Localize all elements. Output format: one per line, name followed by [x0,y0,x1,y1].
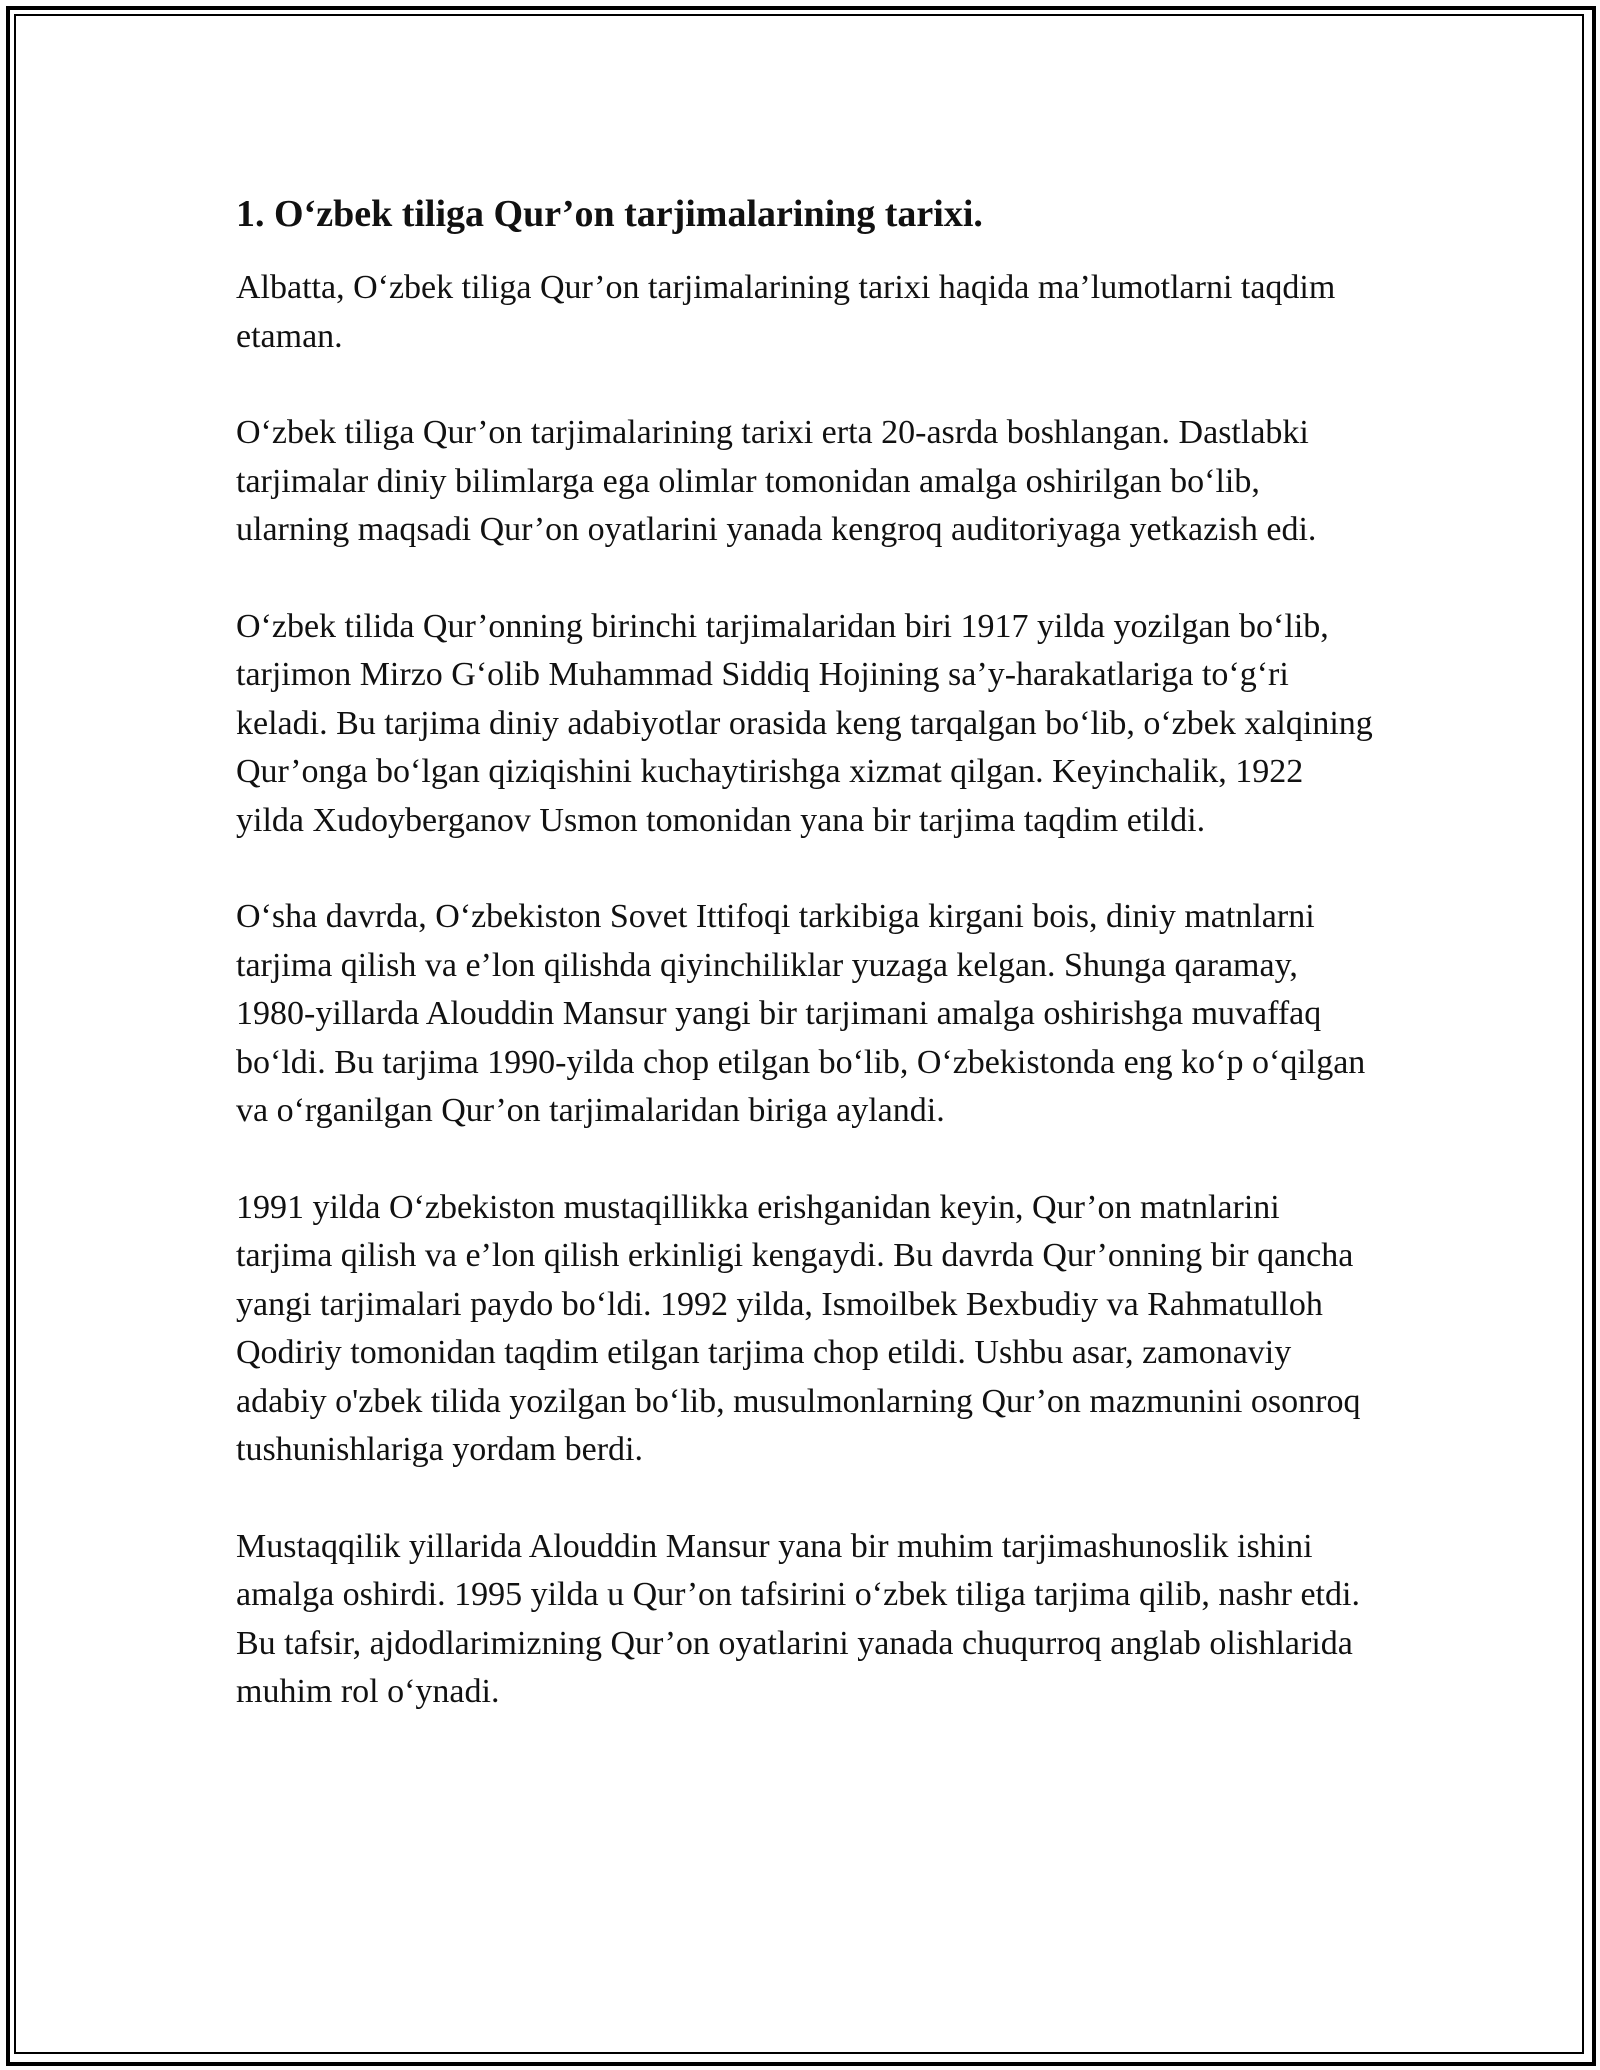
paragraph-beginnings: O‘zbek tiliga Qur’on tarjimalarining tarixi erta 20-asrda boshlangan. Dastlabki tarjimalar diniy bilimlarga ega olimlar tomonidan amalga oshirilgan bo‘lib, ularning maqsadi Qur’on oyatlarini yanada kengroq auditoriyaga yetkazish edi. [236,414,1317,548]
paragraph-first-translations: O‘zbek tilida Qur’onning birinchi tarjimalaridan biri 1917 yilda yozilgan bo‘lib, tarjimon Mirzo G‘olib Muhammad Siddiq Hojining sa’y-harakatlariga to‘g‘ri keladi. Bu tarjima diniy adabiyotlar orasida keng tarqalgan bo‘lib, o‘zbek xalqining Qur’onga bo‘lgan qiziqishini kuchaytirishga xizmat qilgan. Keyinchalik, 1922 yilda Xudoyberganov Usmon tomonidan yana bir tarjima taqdim etildi. [236,607,1373,839]
paragraph-independence: 1991 yilda O‘zbekiston mustaqillikka erishganidan keyin, Qur’on matnlarini tarjima qilish va e’lon qilish erkinligi kengaydi. Bu davrda Qur’onning bir qancha yangi tarjimalari paydo bo‘ldi. 1992 yilda, Ismoilbek Bexbudiy va Rahmatulloh Qodiriy tomonidan taqdim etilgan tarjima chop etildi. Ushbu asar, zamonaviy adabiy o'zbek tilida yozilgan bo‘lib, musulmonlarning Qur’on mazmunini osonroq tushunishlariga yordam berdi. [236,1188,1361,1468]
paragraph-intro: Albatta, O‘zbek tiliga Qur’on tarjimalarining tarixi haqida ma’lumotlarni taqdim etaman. [236,269,1336,355]
document-body [236,186,1376,1765]
paragraph-tafsir: Mustaqqilik yillarida Alouddin Mansur yana bir muhim tarjimashunoslik ishini amalga oshirdi. 1995 yilda u Qur’on tafsirini o‘zbek tiliga tarjima qilib, nashr etdi. Bu tafsir, ajdodlarimizning Qur’on oyatlarini yanada chuqurroq anglab olishlarida muhim rol o‘ynadi. [236,1527,1360,1710]
paragraph-soviet-period: O‘sha davrda, O‘zbekiston Sovet Ittifoqi tarkibiga kirgani bois, diniy matnlarni tarjima qilish va e’lon qilishda qiyinchiliklar yuzaga kelgan. Shunga qaramay, 1980-yillarda Alouddin Mansur yangi bir tarjimani amalga oshirishga muvaffaq bo‘ldi. Bu tarjima 1990-yilda chop etilgan bo‘lib, O‘zbekistonda eng ko‘p o‘qilgan va o‘rganilgan Qur’on tarjimalaridan biriga aylandi. [236,898,1366,1129]
section-heading: 1. O‘zbek tiliga Qur’on tarjimalarining tarixi. [236,193,983,235]
